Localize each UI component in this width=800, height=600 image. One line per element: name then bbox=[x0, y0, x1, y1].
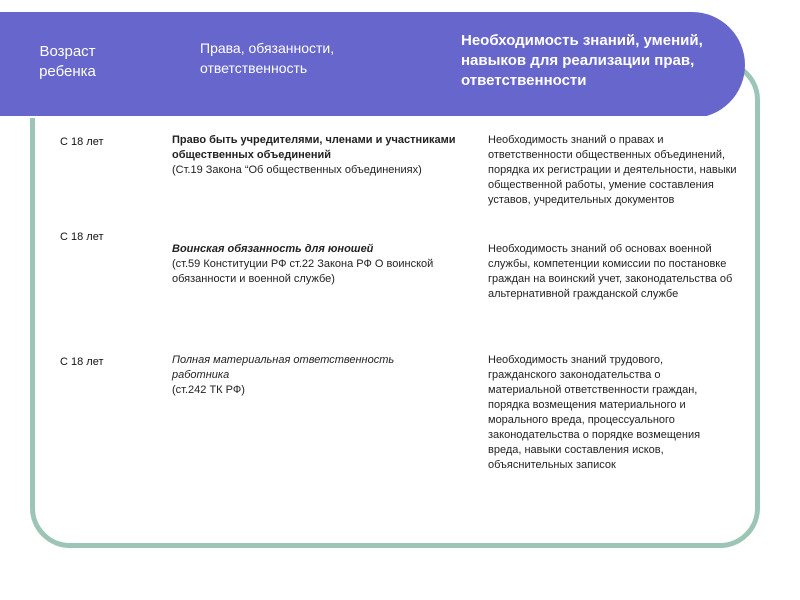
header-age: Возраст ребенка bbox=[39, 43, 96, 80]
header-needs: Необходимость знаний, умений, навыков для реализации прав, ответственности bbox=[461, 32, 703, 89]
row-1-right-ref: (Ст.19 Закона “Об общественных объединениях) bbox=[172, 164, 422, 176]
row-2-age: С 18 лет bbox=[60, 231, 104, 243]
row-1-right bbox=[172, 133, 464, 178]
row-1-need: Необходимость знаний о правах и ответственности общественных объединений, порядка их регистрации и деятельности, навыки общественной работы, умение составления уставов, учредительных документов bbox=[488, 134, 737, 206]
header-divider bbox=[0, 116, 707, 118]
row-3-right-ref: (ст.242 ТК РФ) bbox=[172, 384, 245, 396]
row-2-right-title: Воинская обязанность для юношей bbox=[172, 243, 374, 255]
row-3-age: С 18 лет bbox=[60, 356, 104, 368]
table-header bbox=[0, 12, 745, 118]
row-2-need: Необходимость знаний об основах военной службы, компетенции комиссии по постановке граждан на воинский учет, законодательства об альтернативной гражданской службе bbox=[488, 243, 733, 300]
row-2-right-ref: (ст.59 Конституции РФ ст.22 Закона РФ О воинской обязанности и военной службе) bbox=[172, 258, 434, 285]
row-1-right-title: Право быть учредителями, членами и участниками общественных объединений bbox=[172, 134, 456, 161]
row-3-right bbox=[172, 353, 452, 398]
row-2-right bbox=[172, 242, 464, 287]
row-3-right-title: Полная материальная ответственность работника bbox=[172, 354, 395, 381]
header-rights: Права, обязанности, ответственность bbox=[200, 40, 335, 76]
row-1-age: С 18 лет bbox=[60, 136, 104, 148]
row-3-need: Необходимость знаний трудового, гражданского законодательства о материальной ответственности граждан, порядка возмещения материального и морального вреда, процессуального законодательства о порядке возмещения вреда, навыки составления исков, объяснительных записок bbox=[488, 354, 701, 471]
